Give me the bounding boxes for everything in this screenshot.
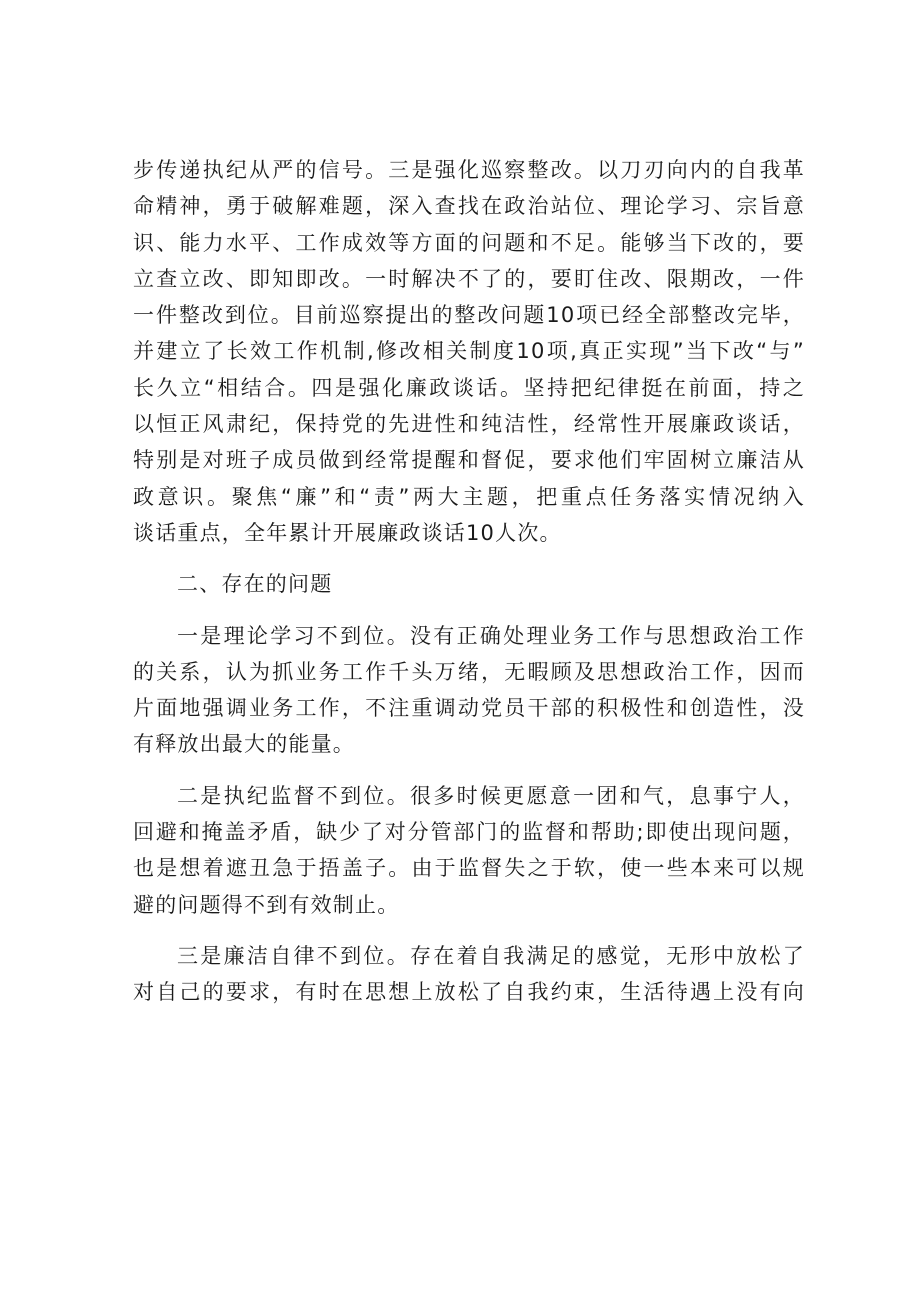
text-line: 有释放出最大的能量。 — [133, 732, 355, 757]
text-line: 二是执纪监督不到位。很多时候更愿意一团和气，息事宁人， — [177, 783, 805, 808]
text-line: 以恒正风肃纪，保持党的先进性和纯洁性，经常性开展廉政谈话， — [133, 412, 805, 437]
text-line: 一件整改到位。目前巡察提出的整改问题10项已经全部整改完毕， — [133, 303, 805, 328]
text-line: 并建立了长效工作机制,修改相关制度10项,真正实现”当下改“与” — [133, 339, 805, 364]
paragraph-self-discipline — [133, 938, 805, 1011]
text-line: 的关系，认为抓业务工作千头万绪，无暇顾及思想政治工作，因而 — [133, 659, 805, 684]
text-line: 一是理论学习不到位。没有正确处理业务工作与思想政治工作 — [177, 623, 805, 648]
text-line: 政意识。聚焦“廉”和“责”两大主题，把重点任务落实情况纳入 — [133, 484, 805, 509]
text-line: 识、能力水平、工作成效等方面的问题和不足。能够当下改的，要 — [133, 230, 805, 255]
text-line: 对自己的要求，有时在思想上放松了自我约束，生活待遇上没有向 — [133, 980, 805, 1005]
text-line: 长久立“相结合。四是强化廉政谈话。坚持把纪律挺在前面，持之 — [133, 375, 805, 400]
text-line: 三是廉洁自律不到位。存在着自我满足的感觉，无形中放松了 — [177, 943, 805, 968]
section-heading-text: 二、存在的问题 — [177, 572, 333, 597]
text-line: 立查立改、即知即改。一时解决不了的，要盯住改、限期改，一件 — [133, 266, 805, 291]
text-line: 步传递执纪从严的信号。三是强化巡察整改。以刀刃向内的自我革 — [133, 158, 805, 182]
text-line: 命精神，勇于破解难题，深入查找在政治站位、理论学习、宗旨意 — [133, 194, 805, 219]
text-line: 回避和掩盖矛盾，缺少了对分管部门的监督和帮助;即使出现问题， — [133, 820, 805, 845]
text-line: 特别是对班子成员做到经常提醒和督促，要求他们牢固树立廉洁从 — [133, 448, 805, 473]
paragraph-theory-study — [133, 618, 805, 763]
text-line: 片面地强调业务工作，不注重调动党员干部的积极性和创造性，没 — [133, 696, 805, 721]
text-line: 谈话重点，全年累计开展廉政谈话10人次。 — [133, 520, 562, 545]
text-line: 也是想着遮丑急于捂盖子。由于监督失之于软，使一些本来可以规 — [133, 856, 805, 881]
document-body — [133, 152, 805, 1011]
text-line: 避的问题得不到有效制止。 — [133, 892, 400, 917]
section-heading — [133, 566, 805, 602]
paragraph-continuation — [133, 152, 805, 551]
paragraph-discipline-supervision — [133, 778, 805, 923]
